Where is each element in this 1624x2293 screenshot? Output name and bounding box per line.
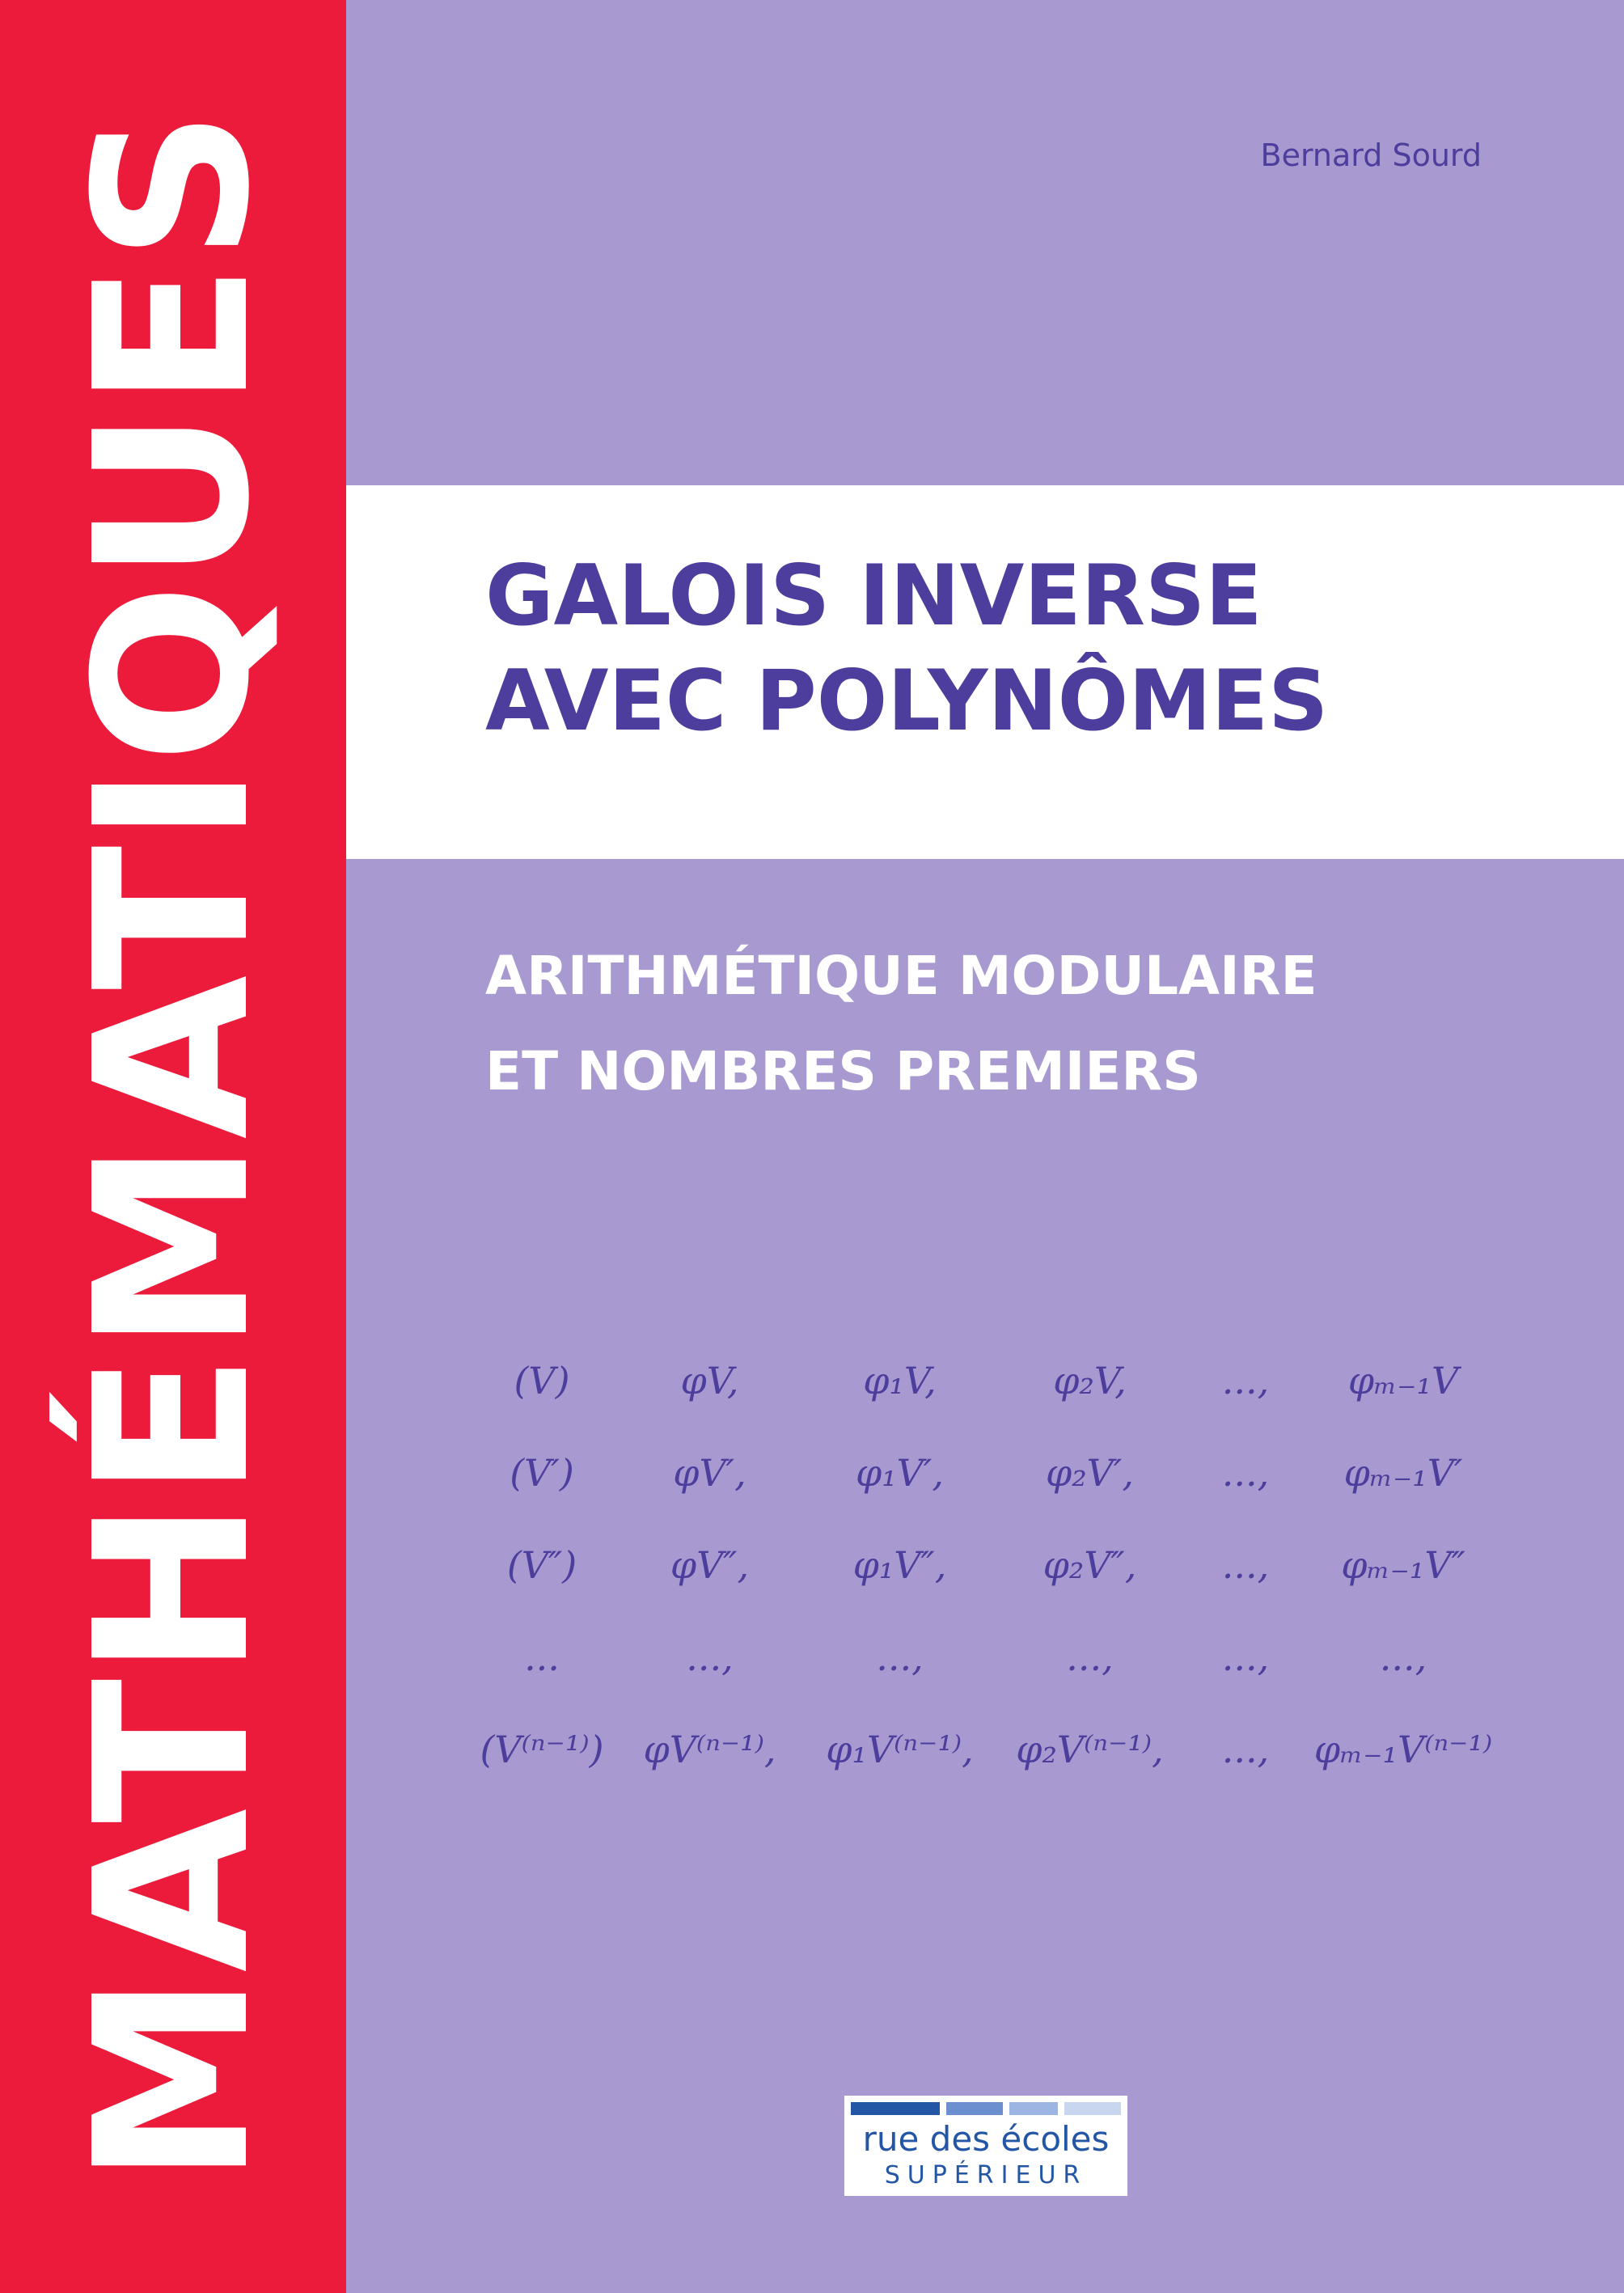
matrix-cell: φV, xyxy=(680,1359,739,1402)
book-subtitle xyxy=(485,929,1317,1119)
matrix-cell: φ₂V⁽ⁿ⁻¹⁾, xyxy=(1016,1728,1164,1771)
matrix-cell: ..., xyxy=(1221,1451,1270,1495)
matrix-cell: φₘ₋₁V″ xyxy=(1341,1543,1465,1587)
formula-matrix xyxy=(469,1335,1500,1796)
matrix-cell: φV″, xyxy=(670,1543,750,1587)
matrix-cell: φ₂V, xyxy=(1053,1359,1127,1402)
matrix-cell: φ₁V″, xyxy=(852,1543,947,1587)
logo-stripes xyxy=(851,2102,1121,2115)
logo-stripe xyxy=(1064,2102,1121,2115)
matrix-cell: (V′) xyxy=(510,1451,574,1495)
matrix-cell: (V) xyxy=(514,1359,570,1402)
matrix-cell: φₘ₋₁V xyxy=(1347,1359,1459,1402)
matrix-cell: ..., xyxy=(1379,1635,1427,1679)
subtitle-line-2: ET NOMBRES PREMIERS xyxy=(485,1040,1201,1102)
matrix-row xyxy=(469,1427,1500,1519)
matrix-row xyxy=(469,1335,1500,1427)
matrix-cell: φV⁽ⁿ⁻¹⁾, xyxy=(643,1728,776,1771)
spine-label: MATHÉMATIQUES xyxy=(49,107,296,2185)
matrix-cell: φ₁V⁽ⁿ⁻¹⁾, xyxy=(826,1728,974,1771)
matrix-cell: ..., xyxy=(686,1635,734,1679)
book-title xyxy=(485,544,1328,754)
matrix-cell: ..., xyxy=(1221,1635,1270,1679)
logo-stripe xyxy=(1009,2102,1058,2115)
logo-stripe xyxy=(851,2102,940,2115)
matrix-cell: φ₂V″, xyxy=(1042,1543,1137,1587)
matrix-cell: ..., xyxy=(1221,1543,1270,1587)
matrix-cell: ..., xyxy=(1221,1359,1270,1402)
matrix-cell: φ₂V′, xyxy=(1046,1451,1134,1495)
matrix-row xyxy=(469,1703,1500,1796)
publisher-name: rue des écoles xyxy=(862,2119,1110,2159)
matrix-cell: ..., xyxy=(1221,1728,1270,1771)
title-line-2: AVEC POLYNÔMES xyxy=(485,653,1329,750)
publisher-logo xyxy=(844,2096,1127,2196)
publisher-tagline: SUPÉRIEUR xyxy=(884,2161,1088,2189)
matrix-cell: ... xyxy=(524,1635,560,1679)
matrix-cell: φₘ₋₁V⁽ⁿ⁻¹⁾ xyxy=(1313,1728,1493,1771)
title-line-1: GALOIS INVERSE xyxy=(485,548,1262,645)
spine-band xyxy=(0,0,346,2293)
matrix-row xyxy=(469,1611,1500,1703)
logo-stripe xyxy=(946,2102,1003,2115)
matrix-cell: φ₁V, xyxy=(863,1359,937,1402)
matrix-cell: (V″) xyxy=(506,1543,577,1587)
matrix-cell: ..., xyxy=(876,1635,924,1679)
matrix-cell: (V⁽ⁿ⁻¹⁾) xyxy=(480,1728,604,1771)
matrix-cell: ..., xyxy=(1066,1635,1114,1679)
author-name: Bernard Sourd xyxy=(1260,137,1482,173)
matrix-cell: φ₁V′, xyxy=(856,1451,944,1495)
matrix-cell: φₘ₋₁V′ xyxy=(1343,1451,1463,1495)
matrix-row xyxy=(469,1519,1500,1611)
matrix-cell: φV′, xyxy=(673,1451,746,1495)
subtitle-line-1: ARITHMÉTIQUE MODULAIRE xyxy=(485,945,1317,1007)
